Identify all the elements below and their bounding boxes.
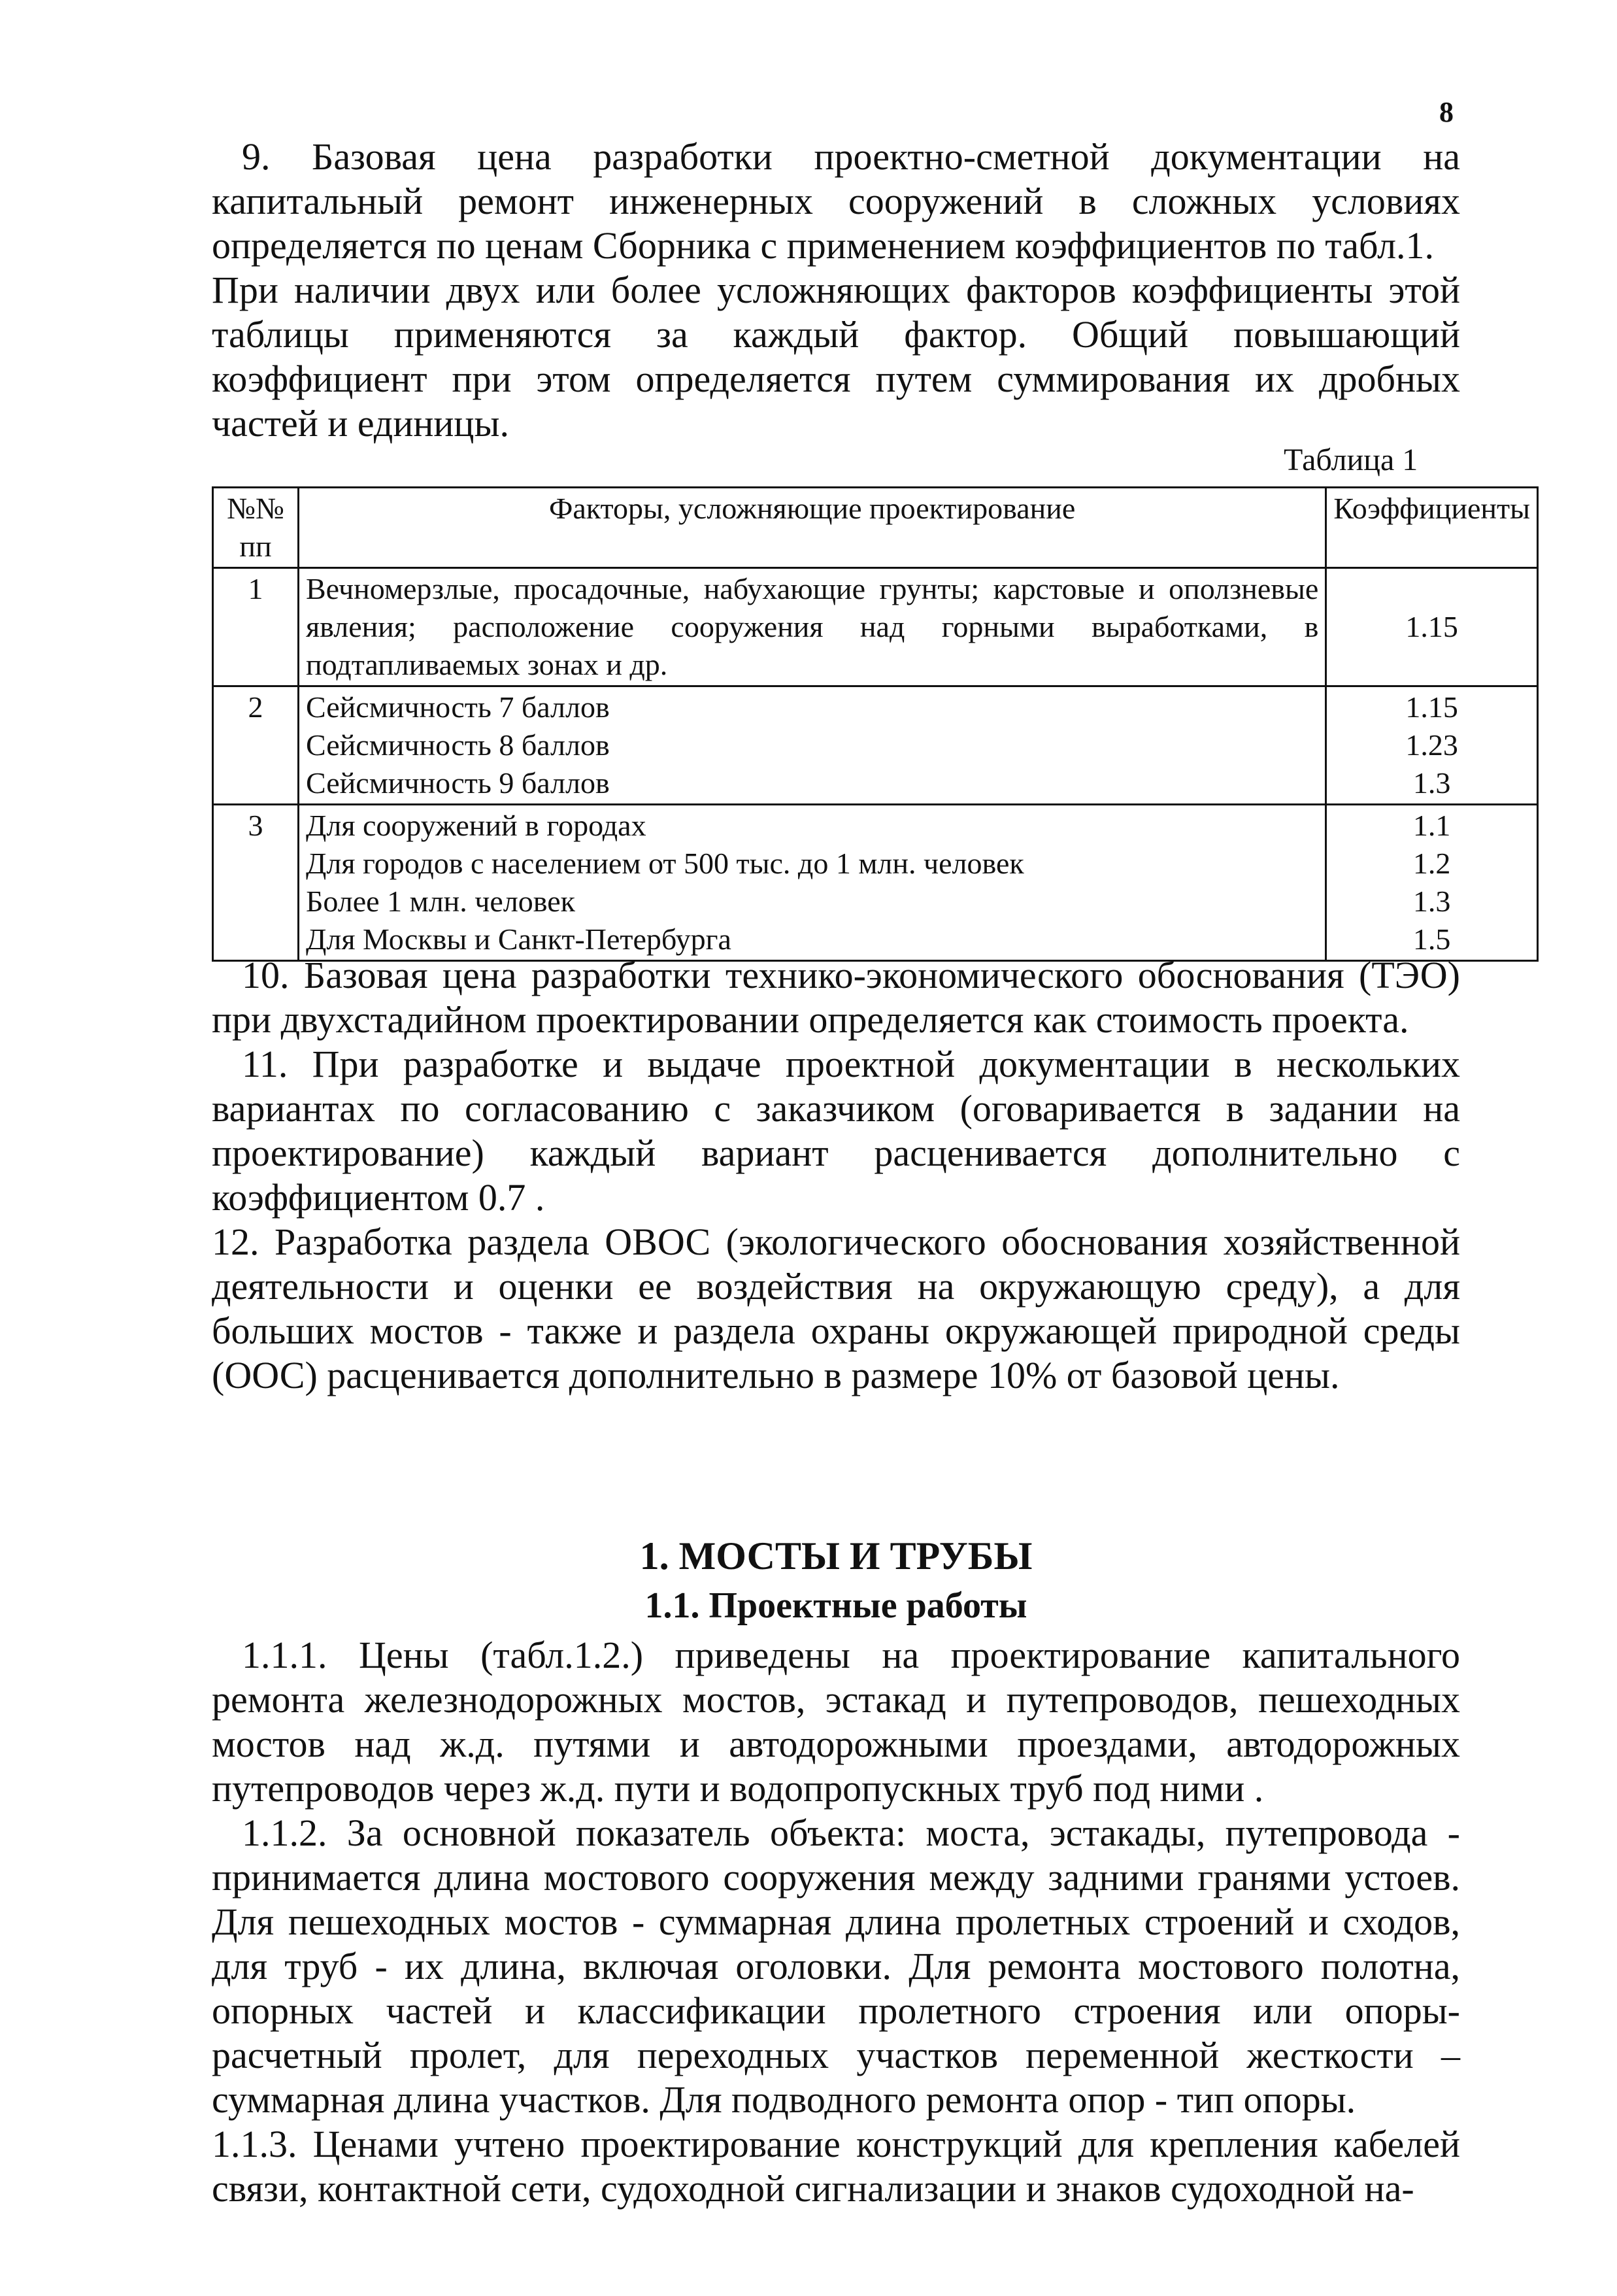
table-caption: Таблица 1	[1284, 443, 1418, 477]
row-coef	[1326, 686, 1538, 805]
table-header-row	[213, 488, 1538, 568]
row-factor	[299, 568, 1326, 686]
row-num: 1	[213, 568, 299, 686]
row-num: 3	[213, 805, 299, 961]
page-number: 8	[1439, 96, 1454, 128]
factor-text: Для Москвы и Санкт-Петербурга	[306, 922, 731, 956]
paragraph-10: 10. Базовая цена разработки технико-экономического обоснования (ТЭО) при двухстадийном проектировании определяется как стоимость проекта.	[212, 954, 1460, 1041]
paragraphs-10-12	[212, 953, 1460, 1398]
section-title: 1. МОСТЫ И ТРУБЫ	[639, 1534, 1033, 1578]
row-factor	[299, 686, 1326, 805]
header-factor: Факторы, усложняющие проектирование	[299, 488, 1326, 568]
coef-value: 1.2	[1412, 847, 1451, 880]
factor-text: Для сооружений в городах	[306, 809, 646, 842]
coef-value: 1.5	[1412, 922, 1451, 956]
paragraph-12: 12. Разработка раздела ОВОС (экологического обоснования хозяйственной деятельности и оценки ее воздействия на окружающую среду), а для больших мостов - также и раздела охраны окружающей природной среды (ООС) расценивается дополнительно в размере 10% от базовой цены.	[212, 1221, 1460, 1396]
table-row	[213, 805, 1538, 961]
row-factor	[299, 805, 1326, 961]
paragraph-1-1-3: 1.1.3. Ценами учтено проектирование конструкций для крепления кабелей связи, контактной сети, судоходной сигнализации и знаков судоходной на-	[212, 2123, 1460, 2210]
row-coef	[1326, 568, 1538, 686]
paragraph-1-1-2: 1.1.2. За основной показатель объекта: моста, эстакады, путепровода - принимается длина мостового сооружения между задними гранями устоев. Для пешеходных мостов - суммарная длина пролетных строений и сходов, для труб - их длина, включая оголовки. Для ремонта мостового полотна, опорных частей и классификации пролетного строения или опоры- расчетный пролет, для переходных участков переменной жесткости – суммарная длина участков. Для подводного ремонта опор - тип опоры.	[212, 1812, 1460, 2121]
table-row	[213, 686, 1538, 805]
header-num: №№ пп	[213, 488, 299, 568]
header-coef: Коэффициенты	[1326, 488, 1538, 568]
paragraph-9	[212, 135, 1460, 446]
paragraph-11: 11. При разработке и выдаче проектной документации в нескольких вариантах по согласованию с заказчиком (оговаривается в задании на проектирование) каждый вариант расценивается дополнительно с коэффициентом 0.7 .	[212, 1043, 1460, 1219]
coef-value: 1.15	[1405, 610, 1458, 643]
factor-text: Вечномерзлые, просадочные, набухающие грунты; карстовые и оползневые явления; расположение сооружения над горными выработками, в подтапливаемых зонах и др.	[306, 572, 1319, 681]
coef-value: 1.3	[1412, 885, 1451, 918]
factor-text: Более 1 млн. человек	[306, 885, 576, 918]
row-num: 2	[213, 686, 299, 805]
coef-value: 1.3	[1412, 766, 1451, 800]
factor-text: Сейсмичность 7 баллов	[306, 690, 610, 724]
coef-value: 1.15	[1405, 690, 1458, 724]
section-1-body	[212, 1633, 1460, 2211]
coef-value: 1.1	[1412, 809, 1451, 842]
row-coef	[1326, 805, 1538, 961]
factor-text: Сейсмичность 9 баллов	[306, 766, 610, 800]
table-row	[213, 568, 1538, 686]
factor-text: Сейсмичность 8 баллов	[306, 728, 610, 762]
coefficients-table	[212, 486, 1539, 962]
factor-text: Для городов с населением от 500 тыс. до 1 млн. человек	[306, 847, 1024, 880]
paragraph-9-part-1: 9. Базовая цена разработки проектно-сметной документации на капитальный ремонт инженерных сооружений в сложных условиях определяется по ценам Сборника с применением коэффициентов по табл.1.	[212, 135, 1460, 267]
paragraph-9-part-2: При наличии двух или более усложняющих факторов коэффициенты этой таблицы применяются за каждый фактор. Общий повышающий коэффициент при этом определяется путем суммирования их дробных частей и единицы.	[212, 269, 1460, 445]
coef-value: 1.23	[1405, 728, 1458, 762]
paragraph-1-1-1: 1.1.1. Цены (табл.1.2.) приведены на проектирование капитального ремонта железнодорожных мостов, эстакад и путепроводов, пешеходных мостов над ж.д. путями и автодорожными проездами, автодорожных путепроводов через ж.д. пути и водопропускных труб под ними .	[212, 1634, 1460, 1810]
subsection-title: 1.1. Проектные работы	[644, 1585, 1027, 1626]
